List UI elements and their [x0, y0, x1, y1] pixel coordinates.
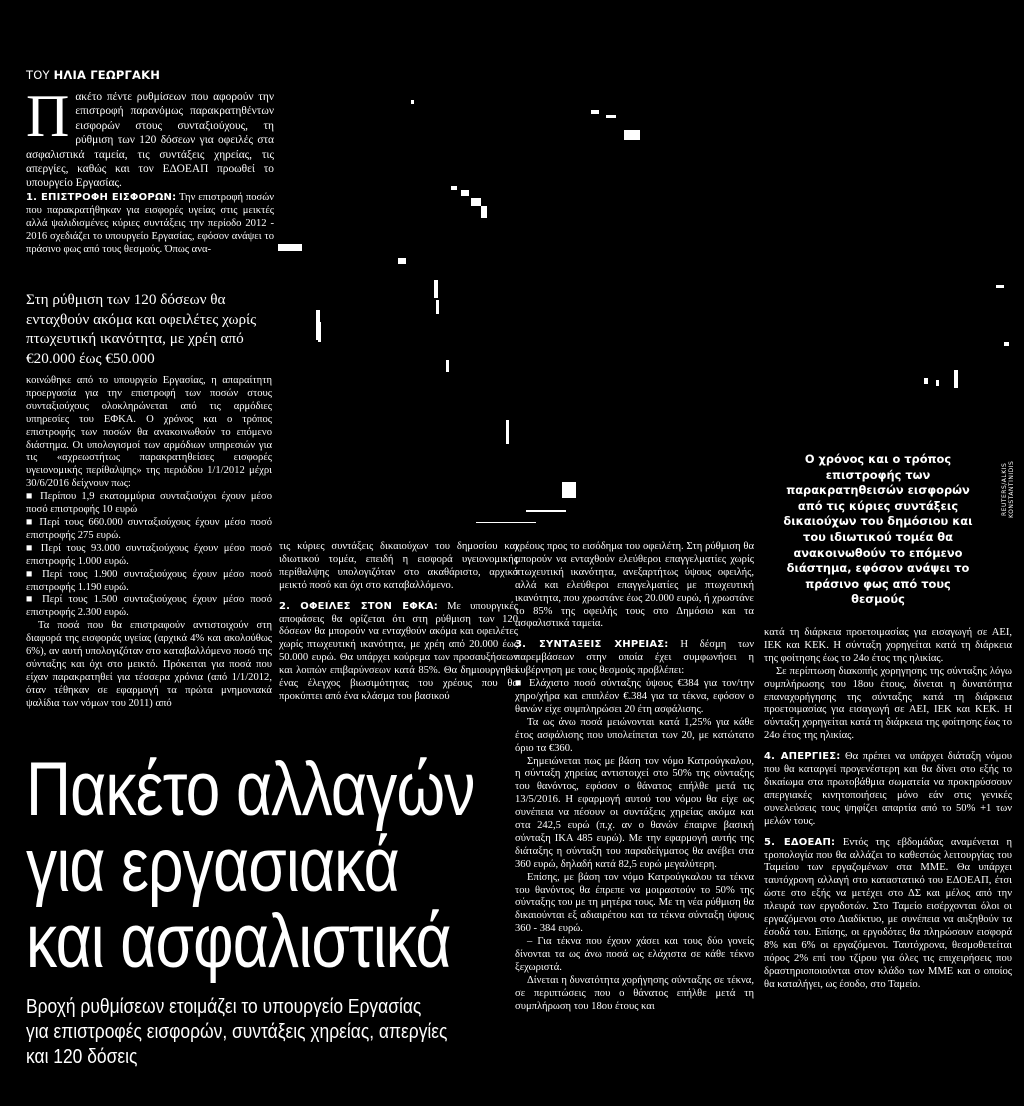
- section-4-text: Θα πρέπει να υπάρχει διάταξη νόμου που θα καταργεί προγενέστερη και θα δίνει στο εξής το δικαίωμα στα πρωτοβάθμια σωματεία να προκηρύσσουν απεργιακές κινητοποιήσεις μόνο εάν στις γενικές συνελεύσεις τους ψηφίζει απαρτία από το 50% +1 των μελών τους.: [764, 751, 1012, 827]
- lead-paragraph: [26, 83, 274, 191]
- column-3: [515, 541, 754, 1014]
- col3-paragraph-4: Σημειώνεται πως με βάση τον νόμο Κατρούγκαλου, η σύνταξη χηρείας αντιστοιχεί στο 50% της σύνταξης του θανόντος, εφόσον ο θάνατος επήλθε μετά τις 13/5/2016. Η εφαρμογή αυτού του νόμου θα είχε ως συνέπεια να πέσουν οι συντάξεις χηρείας ακόμα και στα 242,5 ευρώ (π.χ. αν ο θανών έπαιρνε βασική σύνταξη ΙΚΑ 485 ευρώ). Με την εφαρμογή αυτής της διάταξης η σύνταξη του παραδείγματος θα ανέβει στα 360 ευρώ, δηλαδή κατά 82,5 ευρώ μεγαλύτερη.: [515, 755, 754, 870]
- headline-line-1: Πακέτο αλλαγών: [26, 747, 475, 832]
- column-1: [26, 375, 272, 711]
- subheadline-line-1: Βροχή ρυθμίσεων ετοιμάζει το υπουργείο Εργασίας: [26, 995, 422, 1018]
- section-3-text: Η δέσμη των παρεμβάσεων στην οποία έχει συμφωνήσει η κυβέρνηση με τους θεσμούς προβλέπει:: [515, 639, 755, 677]
- headline-line-3: και ασφαλιστικά: [26, 899, 451, 984]
- col1-paragraph: κοινώθηκε από το υπουργείο Εργασίας, η απαραίτητη προεργασία για την επιστροφή των ποσών στους συνταξιούχους ολοκληρώνεται από τις αρμόδιες υπηρεσίες του ΕΦΚΑ. Ο χρόνος και ο τρόπος επιστροφής των ποσών θα ανακοινωθούν το επόμενο διάστημα. Οι υπολογισμοί των αρμόδιων υπηρεσιών για τις «αχρεωστήτως παρακρατηθείσες εισφορές υγειονομικής περίθαλψης» της περιόδου 1/1/2012 μέχρι 30/6/2016 δείχνουν πως:: [26, 375, 272, 490]
- byline-prefix: ΤΟΥ: [26, 68, 50, 82]
- section-4-label: 4. ΑΠΕΡΓΙΕΣ:: [764, 751, 841, 763]
- column-2: [279, 541, 518, 704]
- subheadline: [26, 994, 448, 1069]
- refund-bullet-2: ■ Περί τους 660.000 συνταξιούχους έχουν μέσο ποσό επιστροφής 275 ευρώ.: [26, 517, 272, 543]
- drop-cap: Π: [26, 83, 70, 149]
- col3-paragraph-7: Δίνεται η δυνατότητα χορήγησης σύνταξης σε τέκνα, σε περιπτώσεις που ο θάνατος επήλθε μετά τη συμπλήρωση του 18ου έτους και: [515, 974, 754, 1012]
- subheadline-line-2: για επιστροφές εισφορών, συντάξεις χηρείας, απεργίες: [26, 1020, 448, 1043]
- col4-paragraph-2: Σε περίπτωση διακοπής χορηγησης της σύνταξης λόγω συμπλήρωσης του 18ου έτους, δίνεται η δυνατότητα επαναχορήγησης της σύνταξης κατά τη διάρκεια προετοιμασίας για εισαγωγή σε ΑΕΙ, ΙΕΚ και ΚΕΚ. Η σύνταξη χορηγείται κατά τη διάρκεια της φοίτησης έως το 24ο έτος της ηλικίας.: [764, 665, 1012, 742]
- refund-bullet-1: ■ Περίπου 1,9 εκατομμύρια συνταξιούχοι έχουν μέσο ποσό επιστροφής 10 ευρώ: [26, 491, 272, 517]
- refund-bullet-5: ■ Περί τους 1.500 συνταξιούχους έχουν μέσο ποσό επιστροφής 2.300 ευρώ.: [26, 594, 272, 620]
- byline-author: ΗΛΙΑ ΓΕΩΡΓΑΚΗ: [53, 68, 161, 82]
- section-1-label: 1. ΕΠΙΣΤΡΟΦΗ ΕΙΣΦΟΡΩΝ:: [26, 192, 177, 203]
- headline: [26, 747, 475, 984]
- headline-line-2: για εργασιακά: [26, 823, 399, 908]
- col3-paragraph: χρέους προς το εισόδημα του οφειλέτη. Στη ρύθμιση θα μπορούν να ενταχθούν ελεύθεροι επαγγελματίες χωρίς πτωχευτική ικανότητα, ανεξαρτήτως ύψους οφειλής, αλλά και ελεύθεροι επαγγελματίες με πτωχευτική ικανότητα, που χρωστάνε έως 20.000 ευρώ, ή χρωστάνε το 85% της οφειλής τους στο Δημόσιο και τα ασφαλιστικά ταμεία.: [515, 541, 754, 630]
- pull-quote: Στη ρύθμιση των 120 δόσεων θα ενταχθούν ακόμα και οφειλέτες χωρίς πτωχευτική ικανότητα, με χρέη από €20.000 έως €50.000: [26, 291, 257, 367]
- subheadline-line-3: και 120 δόσεις: [26, 1045, 138, 1068]
- widow-bullet: ■ Ελάχιστο ποσό σύνταξης ύψους €384 για τον/την χηρο/χήρα και επιπλέον €.384 για τα τέκνα, εφόσον ο θανών είχε συμπληρώσει 20 έτη ασφάλισης.: [515, 678, 754, 717]
- section-5-text: Εντός της εβδομάδας αναμένεται η τροπολογία που θα αλλάζει το καθεστώς λειτουργίας του Ταμείου των εργαζομένων στα ΜΜΕ. Θα υπάρχει ταυτόχρονη αλλαγή στο καταστατικό του ΕΔΟΕΑΠ, έτσι ώστε στο εξής να μετέχει στο ΔΣ και μέλος από την πλευρά των εργοδοτών. Στο Ταμείο εισέρχονται όλοι οι εργαζόμενοι στο Διαδίκτυο, με συνέπεια να αυξηθούν τα έσοδά του. Επίσης, οι εργοδότες θα πληρώσουν εισφορά 8% και 6% οι εργαζόμενοι. Ταυτόχρονα, θεσμοθετείται πόρος 2% επί του τζίρου για όλες τις επιχειρήσεις που δραστηριοποιούνται στον κλάδο των ΜΜΕ και ο οποίος θα καταλήγει, ως έσοδο, στο Ταμείο.: [764, 836, 1012, 990]
- section-2-label: 2. ΟΦΕΙΛΕΣ ΣΤΟΝ ΕΦΚΑ:: [279, 600, 439, 612]
- col3-paragraph-6: – Για τέκνα που έχουν χάσει και τους δύο γονείς δίνονται τα ως άνω ποσά ως ελάχιστα σε κάθε τέκνο ξεχωριστά.: [515, 936, 754, 973]
- refund-bullet-4: ■ Περί τους 1.900 συνταξιούχους έχουν μέσο ποσό επιστροφής 1.190 ευρώ.: [26, 569, 272, 595]
- refund-bullet-3: ■ Περί τους 93.000 συνταξιούχους έχουν μέσο ποσό επιστροφής 1.000 ευρώ.: [26, 543, 272, 569]
- byline: [26, 68, 160, 82]
- col4-paragraph: κατά τη διάρκεια προετοιμασίας για εισαγωγή σε ΑΕΙ, ΙΕΚ και ΚΕΚ. Η σύνταξη χορηγείται κατά τη διάρκεια της φοίτησης έως το 24ο έτος της ηλικίας.: [764, 627, 1012, 664]
- photo-credit: REUTERS/ALKIS KONSTANTINIDIS: [1001, 460, 1015, 518]
- photo-caption: Ο χρόνος και ο τρόπος επιστροφής των παρακρατηθεισών εισφορών από τις κύριες συντάξεις δικαιούχων του δημόσιου και του ιδιωτικού τομέα θα ανακοινωθούν το επόμενο διάστημα, εφόσον ανάψει το πράσινο φως από τους θεσμούς: [783, 452, 973, 607]
- lead-text: ακέτο πέντε ρυθμίσεων που αφορούν την επιστροφή παρανόμως παρακρατηθέντων εισφορών στους συνταξιούχους, τη ρύθμιση των 120 δόσεων για οφειλές στα ασφαλιστικά ταμεία, τις συντάξεις χηρείας, τις απεργίες, καθώς και τον ΕΔΟΕΑΠ προωθεί το υπουργείο Εργασίας.: [26, 91, 274, 190]
- column-4: [764, 627, 1012, 991]
- section-1-text: Την επιστροφή ποσών που παρακρατήθηκαν για εισφορές υγείας στις μεικτές αλλά ψαλιδισμένες κύριες συντάξεις την περίοδο 2012 - 2016 σχεδιάζει το υπουργείο Εργασίας, εφόσον ανάψει το πράσινο φως από τους θεσμούς. Όπως ανα-: [26, 192, 274, 255]
- col3-paragraph-5: Επίσης, με βάση τον νόμο Κατρούγκαλου τα τέκνα του θανόντος θα έπρεπε να μοιραστούν το 50% της σύνταξης του με τη μητέρα τους. Με τη νέα ρύθμιση θα δικαιούνται εξ αδιαιρέτου και τα τέκνα σύνταξη ύψους 360 - 384 ευρώ.: [515, 871, 754, 935]
- section-2-text: Με υπουργικές αποφάσεις θα ορίζεται ότι στη ρύθμιση των 120 δόσεων θα μπορούν να ενταχθούν ακόμα και οφειλέτες χωρίς πτωχευτική ικανότητα, με χρέη από 20.000 έως 50.000 ευρώ. Θα υπάρχει κούρεμα των προσαυξήσεων και λοιπών επιβαρύνσεων κατά 85%. Θα δημιουργηθεί ένας έλεγχος βιωσιμότητας του χρέους που θα προκύπτει από ένα κλάσμα του βασικού: [279, 600, 518, 702]
- section-5-label: 5. ΕΔΟΕΑΠ:: [764, 836, 836, 848]
- col2-paragraph: τις κύριες συντάξεις δικαιούχων του δημοσίου και ιδιωτικού τομέα, επειδή η εισφορά υγειονομικής περίθαλψης υπολογιζόταν στο ακαθάριστο, αρχικό μεικτό ποσό και όχι στο καταβαλλόμενο.: [279, 541, 518, 591]
- col3-paragraph-3: Τα ως άνω ποσά μειώνονται κατά 1,25% για κάθε έτος ασφάλισης που υπολείπεται των 20, με κατώτατο όριο τα €360.: [515, 716, 754, 754]
- col1-paragraph-2: Τα ποσά που θα επιστραφούν αντιστοιχούν στη διαφορά της εισφοράς υγείας (αρχικά 4% και ακολούθως 6%), αν αυτή υπολογιζόταν στο καταβαλλόμενο ποσό της σύνταξης και όχι στο μεικτό. Πρόκειται για ποσά που είχαν παρακρατηθεί για τέσσερα χρόνια (από 1/1/2012, όταν τέθηκαν σε εφαρμογή τα πρώτα μνημονιακά ψαλίδια των νόμων του 2011) από: [26, 620, 272, 709]
- section-1-intro: [26, 192, 274, 257]
- section-3-label: 3. ΣΥΝΤΑΞΕΙΣ ΧΗΡΕΙΑΣ:: [515, 639, 669, 651]
